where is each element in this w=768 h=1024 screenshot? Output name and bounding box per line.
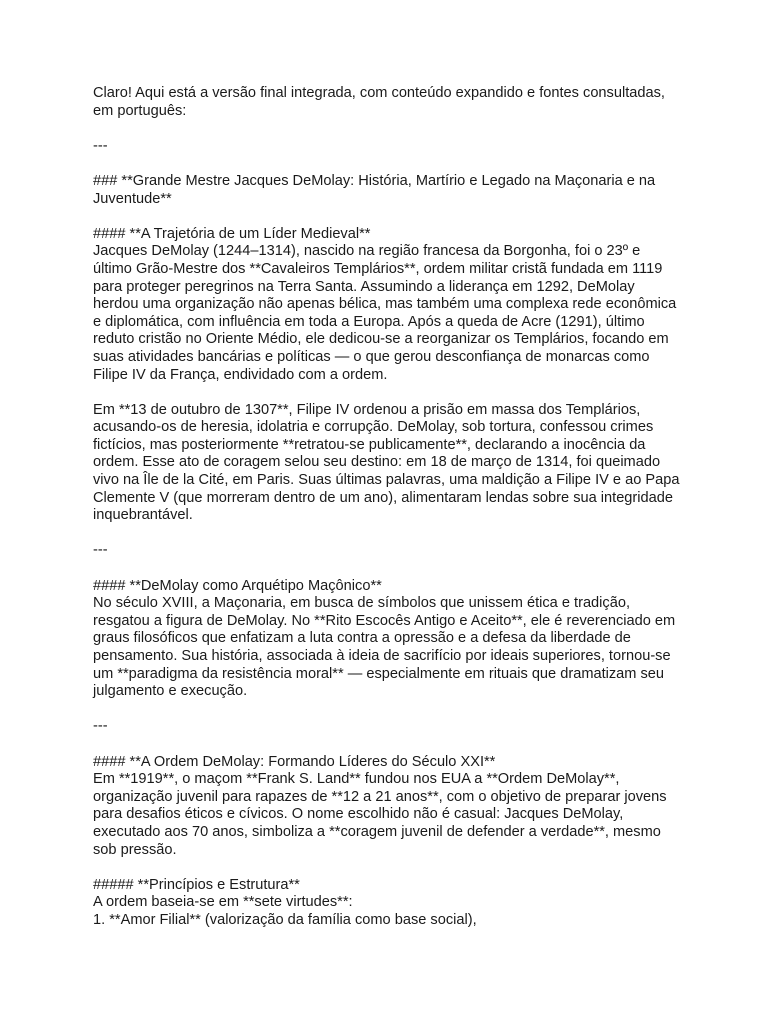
separator: --- bbox=[93, 542, 108, 559]
list-item: 1. **Amor Filial** (valorização da família como base social), bbox=[93, 911, 477, 928]
separator: --- bbox=[93, 718, 108, 735]
intro-text: Claro! Aqui está a versão final integrada, com conteúdo expandido e fontes consultadas, em português: bbox=[93, 85, 670, 119]
spacer bbox=[93, 384, 683, 402]
subsection-heading: ##### **Princípios e Estrutura** bbox=[93, 876, 300, 893]
section-heading: #### **A Ordem DeMolay: Formando Líderes do Século XXI** bbox=[93, 753, 496, 770]
spacer bbox=[93, 120, 683, 138]
spacer bbox=[93, 155, 683, 173]
spacer bbox=[93, 525, 683, 543]
spacer bbox=[93, 208, 683, 226]
section-heading: #### **DeMolay como Arquétipo Maçônico** bbox=[93, 577, 382, 594]
spacer bbox=[93, 701, 683, 719]
section-heading: #### **A Trajetória de um Líder Medieval** bbox=[93, 225, 371, 242]
spacer bbox=[93, 859, 683, 877]
paragraph: Em **1919**, o maçom **Frank S. Land** fundou nos EUA a **Ordem DeMolay**, organização juvenil para rapazes de **12 a 21 anos**, com o objetivo de preparar jovens para desafios éticos e cívicos. O nome escolhido não é casual: Jacques DeMolay, executado aos 70 anos, simboliza a **coragem juvenil de defender a verdade**, mesmo sob pressão. bbox=[93, 771, 671, 858]
paragraph: Em **13 de outubro de 1307**, Filipe IV ordenou a prisão em massa dos Templários, acusando-os de heresia, idolatria e corrupção. DeMolay, sob tortura, confessou crimes fictícios, mas posteriormente **retratou-se publicamente**, declarando a inocência da ordem. Esse ato de coragem selou seu destino: em 18 de março de 1314, foi queimado vivo na Île de la Cité, em Paris. Suas últimas palavras, uma maldição a Filipe IV e ao Papa Clemente V (que morreram dentro de um ano), alimentaram lendas sobre sua integridade inquebrantável. bbox=[93, 401, 684, 524]
document-page bbox=[93, 85, 683, 930]
spacer bbox=[93, 736, 683, 754]
document-title: ### **Grande Mestre Jacques DeMolay: História, Martírio e Legado na Maçonaria e na Juventude** bbox=[93, 172, 660, 207]
paragraph: A ordem baseia-se em **sete virtudes**: bbox=[93, 894, 353, 911]
paragraph: No século XVIII, a Maçonaria, em busca de símbolos que unissem ética e tradição, resgatou a figura de DeMolay. No **Rito Escocês Antigo e Aceito**, ele é reverenciado em graus filosóficos que enfatizam a luta contra a opressão e a defesa da liberdade de pensamento. Sua história, associada à ideia de sacrifício por ideais superiores, tornou-se um **paradigma da resistência moral** — especialmente em rituais que dramatizam seu julgamento e execução. bbox=[93, 595, 680, 700]
paragraph: Jacques DeMolay (1244–1314), nascido na região francesa da Borgonha, foi o 23º e último Grão-Mestre dos **Cavaleiros Templários**, ordem militar cristã fundada em 1119 para proteger peregrinos na Terra Santa. Assumindo a liderança em 1292, DeMolay herdou uma organização não apenas bélica, mas também uma complexa rede econômica e diplomática, com influência em toda a Europa. Após a queda de Acre (1291), último reduto cristão no Oriente Médio, ele dedicou-se a reorganizar os Templários, focando em suas atividades bancárias e políticas — o que gerou desconfiança de monarcas como Filipe IV da França, endividado com a ordem. bbox=[93, 243, 681, 383]
separator: --- bbox=[93, 137, 108, 154]
spacer bbox=[93, 560, 683, 578]
